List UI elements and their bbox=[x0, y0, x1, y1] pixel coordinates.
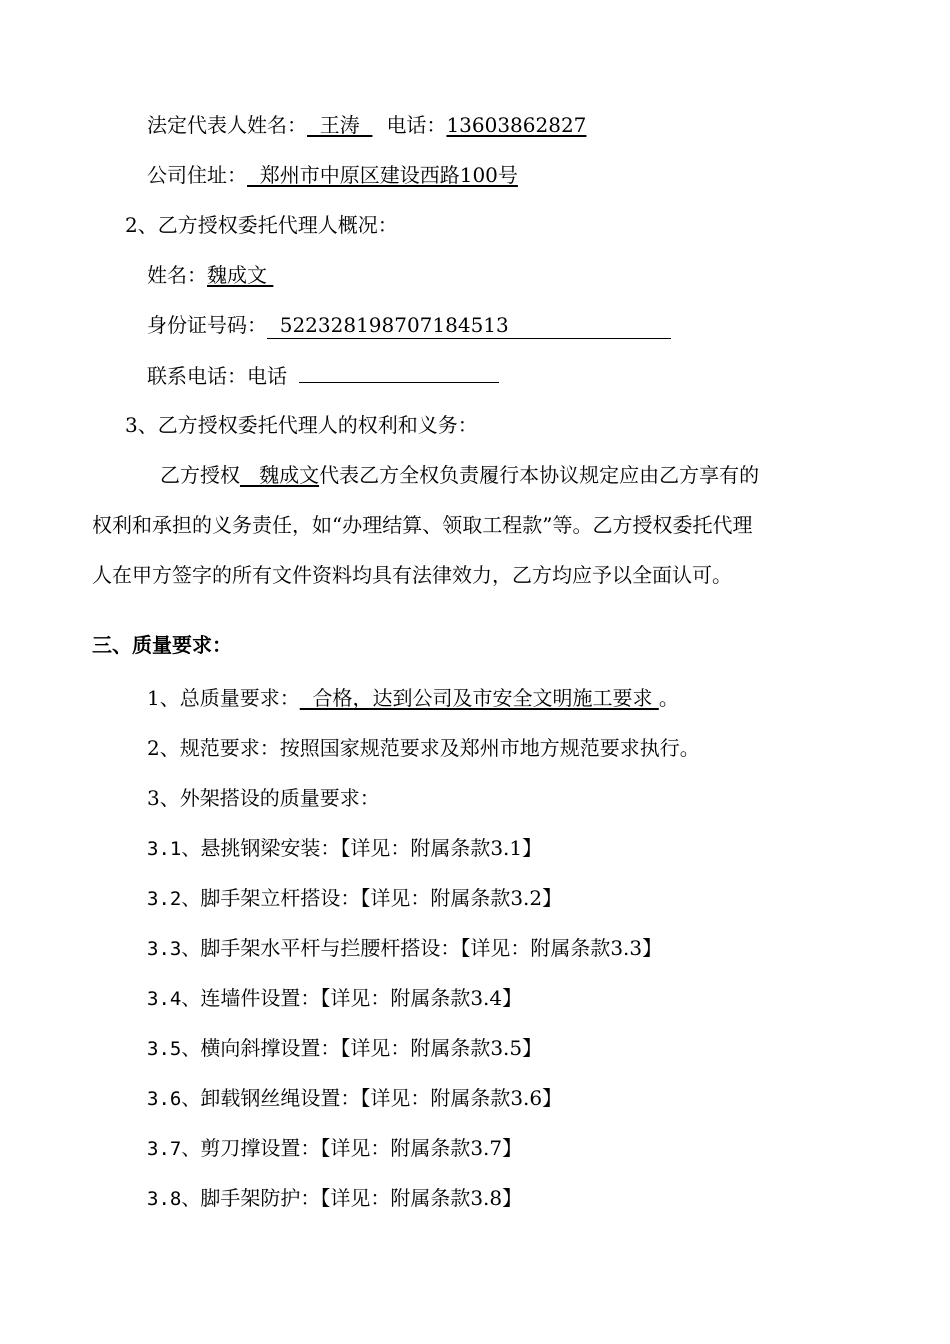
clause-item-3-2 bbox=[147, 883, 562, 914]
clause-item-3-1 bbox=[147, 833, 542, 864]
clause-label: 脚手架水平杆与拦腰杆搭设： bbox=[200, 936, 461, 960]
clause-ref: 【详见：附属条款3.7】 bbox=[320, 1136, 523, 1160]
agent-contact-line bbox=[147, 360, 499, 391]
rights-para-line-3: 人在甲方签字的所有文件资料均具有法律效力，乙方均应予以全面认可。 bbox=[92, 563, 732, 587]
phone-label: 电话： bbox=[386, 113, 447, 137]
rights-para-line-2: 权利和承担的义务责任，如“办理结算、领取工程款”等。乙方授权委托代理 bbox=[92, 513, 753, 537]
clause-item-3-4 bbox=[147, 983, 522, 1014]
agent-phone-blank bbox=[299, 360, 499, 383]
address-value: 郑州市中原区建设西路100号 bbox=[247, 163, 518, 187]
quality-total-label: 1、总质量要求： bbox=[147, 686, 300, 710]
clause-label: 脚手架立杆搭设： bbox=[200, 886, 361, 910]
clause-num: 3.7、 bbox=[147, 1138, 201, 1160]
rights-agent-name: 魏成文 bbox=[240, 463, 320, 487]
clause-ref: 【详见：附属条款3.8】 bbox=[320, 1186, 523, 1210]
quality-scaffold-heading: 3、外架搭设的质量要求： bbox=[147, 786, 380, 810]
clause-num: 3.2、 bbox=[147, 888, 201, 910]
clause-item-3-6 bbox=[147, 1083, 562, 1114]
clause-label: 脚手架防护： bbox=[200, 1186, 321, 1210]
quality-spec-line: 2、规范要求：按照国家规范要求及郑州市地方规范要求执行。 bbox=[147, 736, 700, 760]
legal-rep-label: 法定代表人姓名： bbox=[147, 113, 307, 137]
address-line bbox=[147, 160, 518, 190]
agent-name-line bbox=[147, 260, 273, 290]
agent-heading: 2、乙方授权委托代理人概况： bbox=[125, 213, 398, 237]
section3-title: 三、质量要求： bbox=[92, 633, 232, 657]
clause-num: 3.4、 bbox=[147, 988, 201, 1010]
clause-ref: 【详见：附属条款3.3】 bbox=[460, 936, 663, 960]
rights-para-line-1 bbox=[160, 460, 759, 490]
clause-num: 3.6、 bbox=[147, 1088, 201, 1110]
clause-ref: 【详见：附属条款3.4】 bbox=[320, 986, 523, 1010]
legal-rep-name: 王涛 bbox=[307, 113, 373, 137]
clause-label: 连墙件设置： bbox=[200, 986, 321, 1010]
clause-item-3-7 bbox=[147, 1133, 522, 1164]
phone-value: 13603862827 bbox=[446, 113, 587, 137]
clause-ref: 【详见：附属条款3.5】 bbox=[340, 1036, 543, 1060]
clause-label: 剪刀撑设置： bbox=[200, 1136, 321, 1160]
legal-rep-line bbox=[147, 110, 586, 140]
clause-ref: 【详见：附属条款3.2】 bbox=[360, 886, 563, 910]
rights-suffix: 代表乙方全权负责履行本协议规定应由乙方享有的 bbox=[319, 463, 760, 487]
clause-label: 卸载钢丝绳设置： bbox=[200, 1086, 361, 1110]
agent-id-value: 522328198707184513 bbox=[267, 312, 671, 339]
rights-prefix: 乙方授权 bbox=[160, 463, 240, 487]
clause-num: 3.3、 bbox=[147, 938, 201, 960]
quality-total-end: 。 bbox=[658, 686, 679, 710]
quality-total-line bbox=[147, 683, 679, 713]
clause-label: 横向斜撑设置： bbox=[200, 1036, 341, 1060]
agent-name-value: 魏成文 bbox=[207, 263, 274, 287]
clause-item-3-5 bbox=[147, 1033, 542, 1064]
rights-heading: 3、乙方授权委托代理人的权利和义务： bbox=[125, 413, 478, 437]
clause-num: 3.1、 bbox=[147, 838, 201, 860]
clause-num: 3.5、 bbox=[147, 1038, 201, 1060]
agent-id-label: 身份证号码： bbox=[147, 313, 267, 337]
clause-ref: 【详见：附属条款3.6】 bbox=[360, 1086, 563, 1110]
clause-ref: 【详见：附属条款3.1】 bbox=[340, 836, 543, 860]
quality-total-value: 合格，达到公司及市安全文明施工要求 bbox=[299, 686, 659, 710]
address-label: 公司住址： bbox=[147, 163, 247, 187]
clause-label: 悬挑钢梁安装： bbox=[200, 836, 341, 860]
agent-contact-value: 电话 bbox=[247, 364, 287, 388]
agent-id-line bbox=[147, 310, 671, 340]
clause-num: 3.8、 bbox=[147, 1188, 201, 1210]
agent-contact-label: 联系电话： bbox=[147, 364, 247, 388]
clause-item-3-3 bbox=[147, 933, 662, 964]
clause-item-3-8 bbox=[147, 1183, 522, 1214]
agent-name-label: 姓名： bbox=[147, 263, 207, 287]
